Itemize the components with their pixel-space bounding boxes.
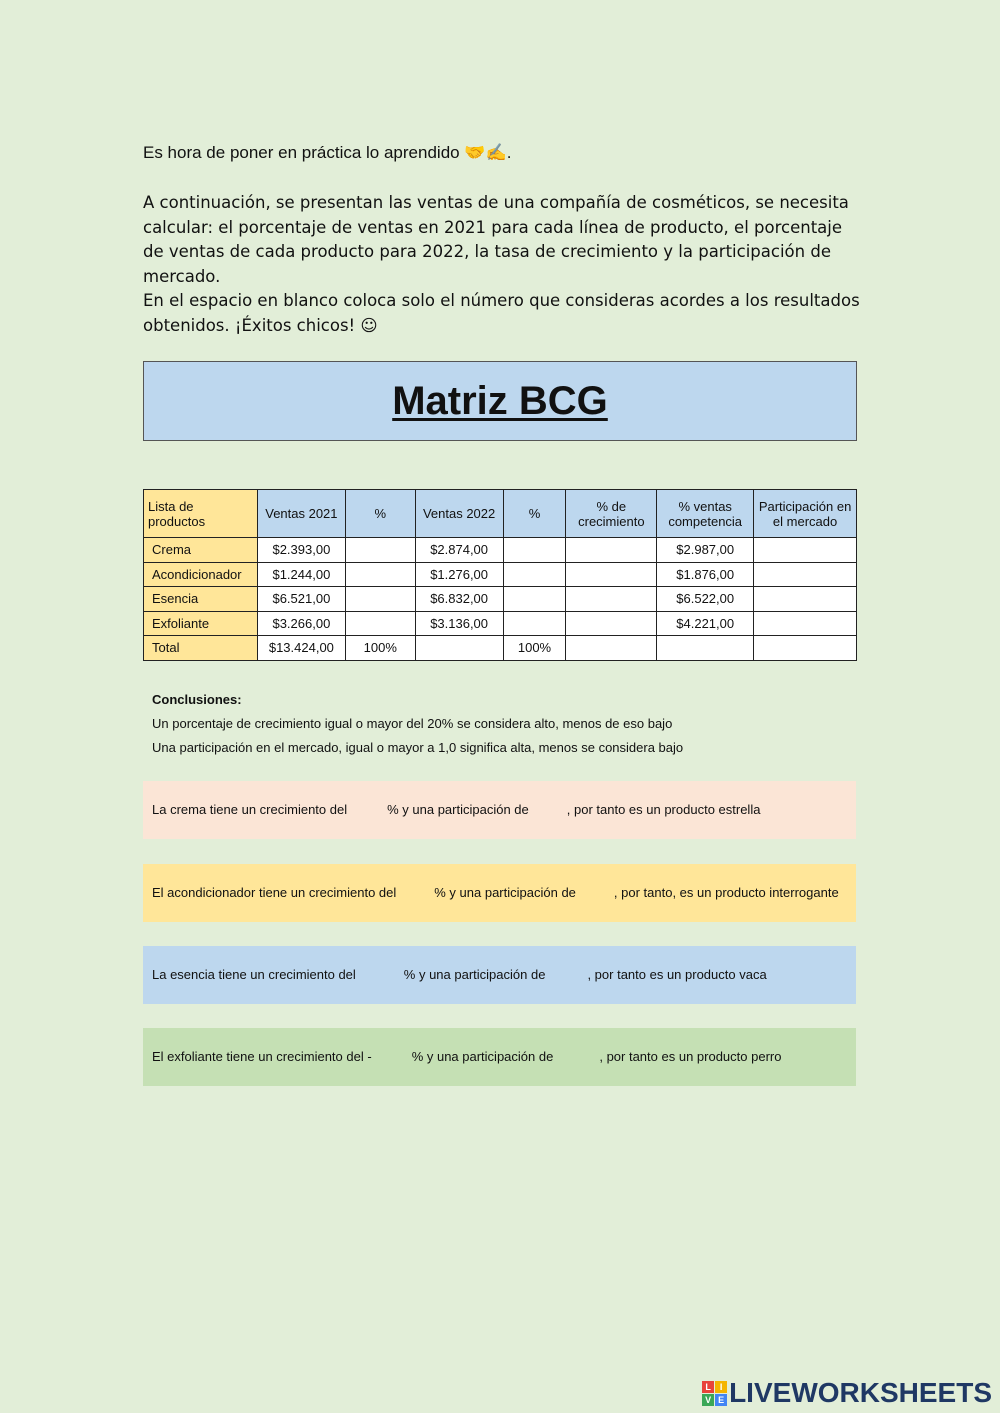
- sales-2021: $1.244,00: [257, 562, 345, 587]
- handshake-writing-icon: 🤝✍: [464, 143, 507, 162]
- statement-crema: [143, 781, 856, 839]
- header-market-share: Participación en el mercado: [754, 490, 857, 538]
- percent-2022-blank[interactable]: [503, 611, 566, 636]
- intro-text: Es hora de poner en práctica lo aprendido: [143, 143, 460, 162]
- growth-blank[interactable]: [566, 538, 657, 563]
- total-sales-2021: $13.424,00: [257, 636, 345, 661]
- percent-2022-blank[interactable]: [503, 562, 566, 587]
- statement-acondicionador: [143, 864, 856, 922]
- total-label: Total: [144, 636, 258, 661]
- sales-2022: $2.874,00: [415, 538, 503, 563]
- percent-2021-blank[interactable]: [345, 562, 415, 587]
- header-products: Lista de productos: [144, 490, 258, 538]
- growth-blank[interactable]: [566, 587, 657, 612]
- total-percent-2022: 100%: [503, 636, 566, 661]
- statement-text: La crema tiene un crecimiento del: [152, 802, 348, 817]
- intro-line: [143, 143, 511, 163]
- header-sales-2022: Ventas 2022: [415, 490, 503, 538]
- statement-esencia: [143, 946, 856, 1004]
- competition-sales: $4.221,00: [657, 611, 754, 636]
- statement-text: % y una participación de: [434, 885, 576, 900]
- total-growth-blank[interactable]: [566, 636, 657, 661]
- competition-sales: $1.876,00: [657, 562, 754, 587]
- product-name: Exfoliante: [144, 611, 258, 636]
- bcg-table: [143, 489, 857, 661]
- table-header-row: [144, 490, 857, 538]
- sales-2022: $6.832,00: [415, 587, 503, 612]
- percent-2021-blank[interactable]: [345, 538, 415, 563]
- percent-2021-blank[interactable]: [345, 611, 415, 636]
- title-box: [143, 361, 857, 441]
- header-competition: % ventas competencia: [657, 490, 754, 538]
- market-share-blank[interactable]: [754, 538, 857, 563]
- statement-text: , por tanto, es un producto interrogante: [613, 885, 839, 900]
- total-competition-blank[interactable]: [657, 636, 754, 661]
- total-market-share-blank[interactable]: [754, 636, 857, 661]
- statement-text: , por tanto es un producto vaca: [587, 967, 767, 982]
- market-share-blank[interactable]: [754, 611, 857, 636]
- header-percent-2021: %: [345, 490, 415, 538]
- market-share-blank[interactable]: [754, 587, 857, 612]
- logo-text: LIVEWORKSHEETS: [729, 1377, 992, 1408]
- competition-sales: $2.987,00: [657, 538, 754, 563]
- statement-text: , por tanto es un producto perro: [599, 1049, 782, 1064]
- statement-text: El acondicionador tiene un crecimiento del: [152, 885, 397, 900]
- header-percent-2022: %: [503, 490, 566, 538]
- statement-text: El exfoliante tiene un crecimiento del -: [152, 1049, 372, 1064]
- product-name: Acondicionador: [144, 562, 258, 587]
- table-row-total: [144, 636, 857, 661]
- table-row: [144, 587, 857, 612]
- statement-text: % y una participación de: [387, 802, 529, 817]
- growth-blank[interactable]: [566, 562, 657, 587]
- header-sales-2021: Ventas 2021: [257, 490, 345, 538]
- conclusion-growth: Un porcentaje de crecimiento igual o mayor del 20% se considera alto, menos de eso bajo: [152, 716, 673, 731]
- growth-blank[interactable]: [566, 611, 657, 636]
- statement-text: La esencia tiene un crecimiento del: [152, 967, 356, 982]
- sales-2022: $1.276,00: [415, 562, 503, 587]
- market-share-blank[interactable]: [754, 562, 857, 587]
- total-sales-2022-blank[interactable]: [415, 636, 503, 661]
- conclusion-market-share: Una participación en el mercado, igual o mayor a 1,0 significa alta, menos se considera bajo: [152, 740, 684, 755]
- logo-mark-i: I: [715, 1381, 727, 1393]
- table-row: [144, 611, 857, 636]
- statement-text: , por tanto es un producto estrella: [566, 802, 761, 817]
- table-row: [144, 562, 857, 587]
- percent-2022-blank[interactable]: [503, 587, 566, 612]
- blank-instructions-paragraph: En el espacio en blanco coloca solo el número que consideras acordes a los resultados obtenidos. ¡Éxitos chicos! ☺: [143, 291, 860, 335]
- total-percent-2021: 100%: [345, 636, 415, 661]
- sales-2021: $6.521,00: [257, 587, 345, 612]
- sales-2021: $3.266,00: [257, 611, 345, 636]
- statement-text: % y una participación de: [411, 1049, 554, 1064]
- intro-dot: .: [506, 143, 512, 162]
- logo-mark-v: V: [702, 1394, 714, 1406]
- percent-2022-blank[interactable]: [503, 538, 566, 563]
- logo-mark-icon: [702, 1381, 727, 1406]
- conclusions: [152, 688, 683, 760]
- percent-2021-blank[interactable]: [345, 587, 415, 612]
- logo-mark-e: E: [715, 1394, 727, 1406]
- table-row: [144, 538, 857, 563]
- statement-text: % y una participación de: [403, 967, 546, 982]
- product-name: Esencia: [144, 587, 258, 612]
- page-title: Matriz BCG: [392, 378, 608, 423]
- header-growth: % de crecimiento: [566, 490, 657, 538]
- statement-exfoliante: [143, 1028, 856, 1086]
- liveworksheets-logo: [702, 1377, 992, 1409]
- logo-mark-l: L: [702, 1381, 714, 1393]
- instructions-paragraph: A continuación, se presentan las ventas de una compañía de cosméticos, se necesita calcular: el porcentaje de ventas en 2021 para cada línea de producto, el porcentaje de ventas de cada producto para 2022, la tasa de crecimiento y la participación de mercado.: [143, 193, 849, 286]
- sales-2021: $2.393,00: [257, 538, 345, 563]
- product-name: Crema: [144, 538, 258, 563]
- sales-2022: $3.136,00: [415, 611, 503, 636]
- competition-sales: $6.522,00: [657, 587, 754, 612]
- conclusions-heading: Conclusiones:: [152, 692, 242, 707]
